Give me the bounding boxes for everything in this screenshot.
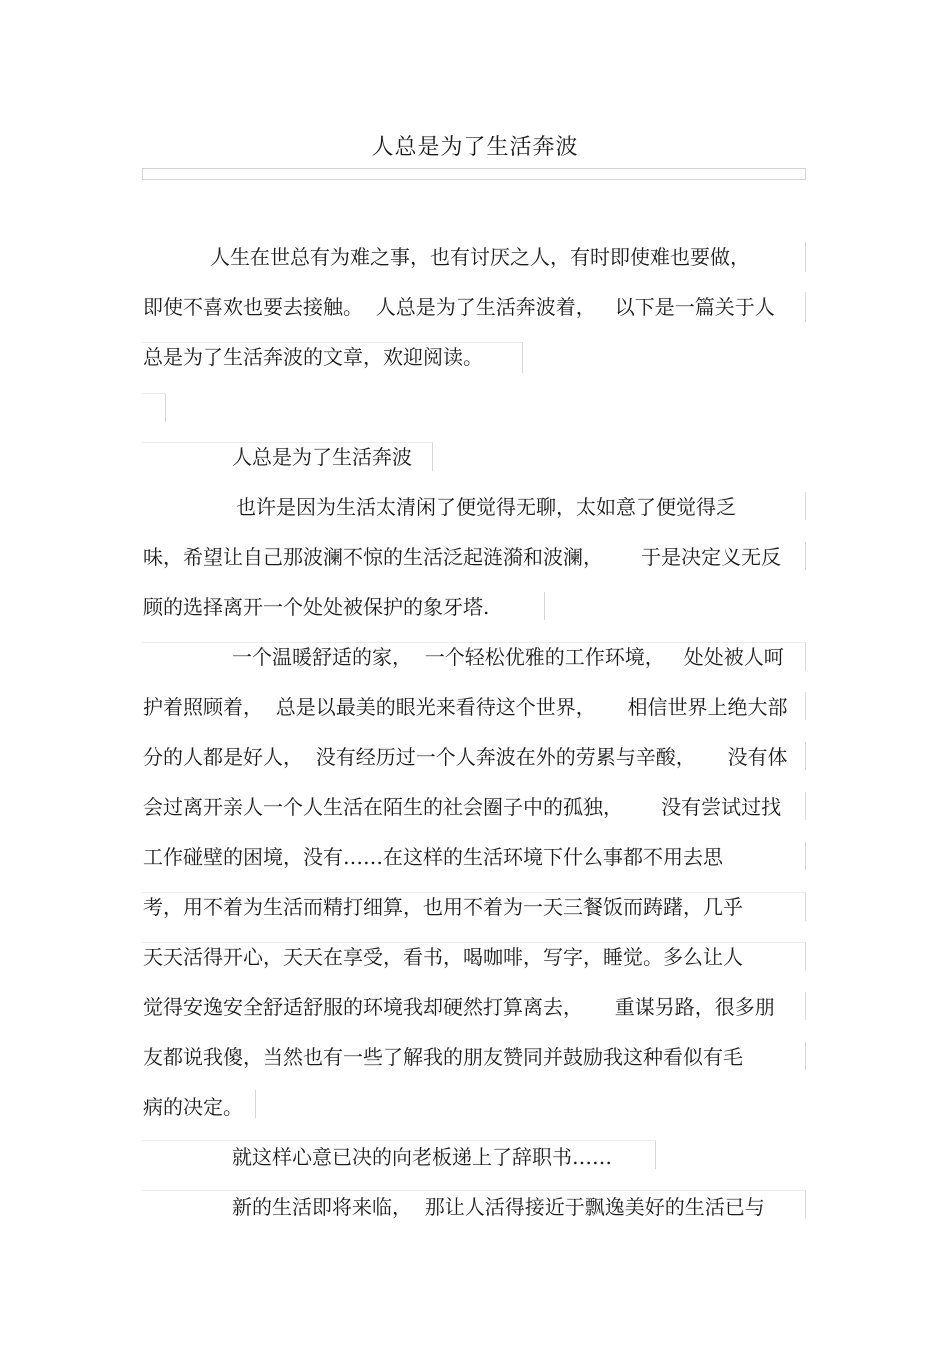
- paragraph-line: 也许是因为生活太清闲了便觉得无聊，太如意了便觉得乏: [236, 495, 736, 519]
- paragraph-line: 新的生活即将来临， 那让人活得接近于飘逸美好的生活已与: [232, 1195, 765, 1219]
- intro-line: 即使不喜欢也要去接触。 人总是为了生活奔波着， 以下是一篇关于人: [143, 295, 775, 319]
- paragraph-line: 一个温暖舒适的家， 一个轻松优雅的工作环境， 处处被人呵: [232, 645, 784, 669]
- section-heading: 人总是为了生活奔波: [232, 445, 412, 469]
- document-title: 人总是为了生活奔波: [371, 135, 579, 160]
- intro-line: 人生在世总有为难之事，也有讨厌之人，有时即使难也要做，: [210, 245, 750, 269]
- paragraph-line: 工作碰壁的困境，没有……在这样的生活环境下什么事都不用去思: [143, 845, 723, 869]
- paragraph-line: 味，希望让自己那波澜不惊的生活泛起涟漪和波澜， 于是决定义无反: [143, 545, 782, 569]
- title-rule: [142, 168, 806, 180]
- intro-line: 总是为了生活奔波的文章，欢迎阅读。: [143, 345, 483, 369]
- paragraph-line: 护着照顾着， 总是以最美的眼光来看待这个世界， 相信世界上绝大部: [143, 695, 788, 719]
- paragraph-line: 病的决定。: [143, 1095, 243, 1119]
- paragraph-line: 考，用不着为生活而精打细算，也用不着为一天三餐饭而踌躇，几乎: [143, 895, 743, 919]
- paragraph-line: 顾的选择离开一个处处被保护的象牙塔.: [143, 595, 490, 619]
- paragraph-line: 会过离开亲人一个人生活在陌生的社会圈子中的孤独， 没有尝试过找: [143, 795, 782, 819]
- paragraph-line: 友都说我傻，当然也有一些了解我的朋友赞同并鼓励我这种看似有毛: [143, 1045, 743, 1069]
- cell-border: [142, 393, 166, 422]
- paragraph-line: 觉得安逸安全舒适舒服的环境我却硬然打算离去， 重谋另路，很多朋: [143, 995, 775, 1019]
- paragraph-line: 天天活得开心，天天在享受，看书，喝咖啡，写字，睡觉。多么让人: [143, 945, 743, 969]
- paragraph-line: 分的人都是好人， 没有经历过一个人奔波在外的劳累与辛酸， 没有体: [143, 745, 788, 769]
- paragraph-line: 就这样心意已决的向老板递上了辞职书……: [232, 1145, 612, 1169]
